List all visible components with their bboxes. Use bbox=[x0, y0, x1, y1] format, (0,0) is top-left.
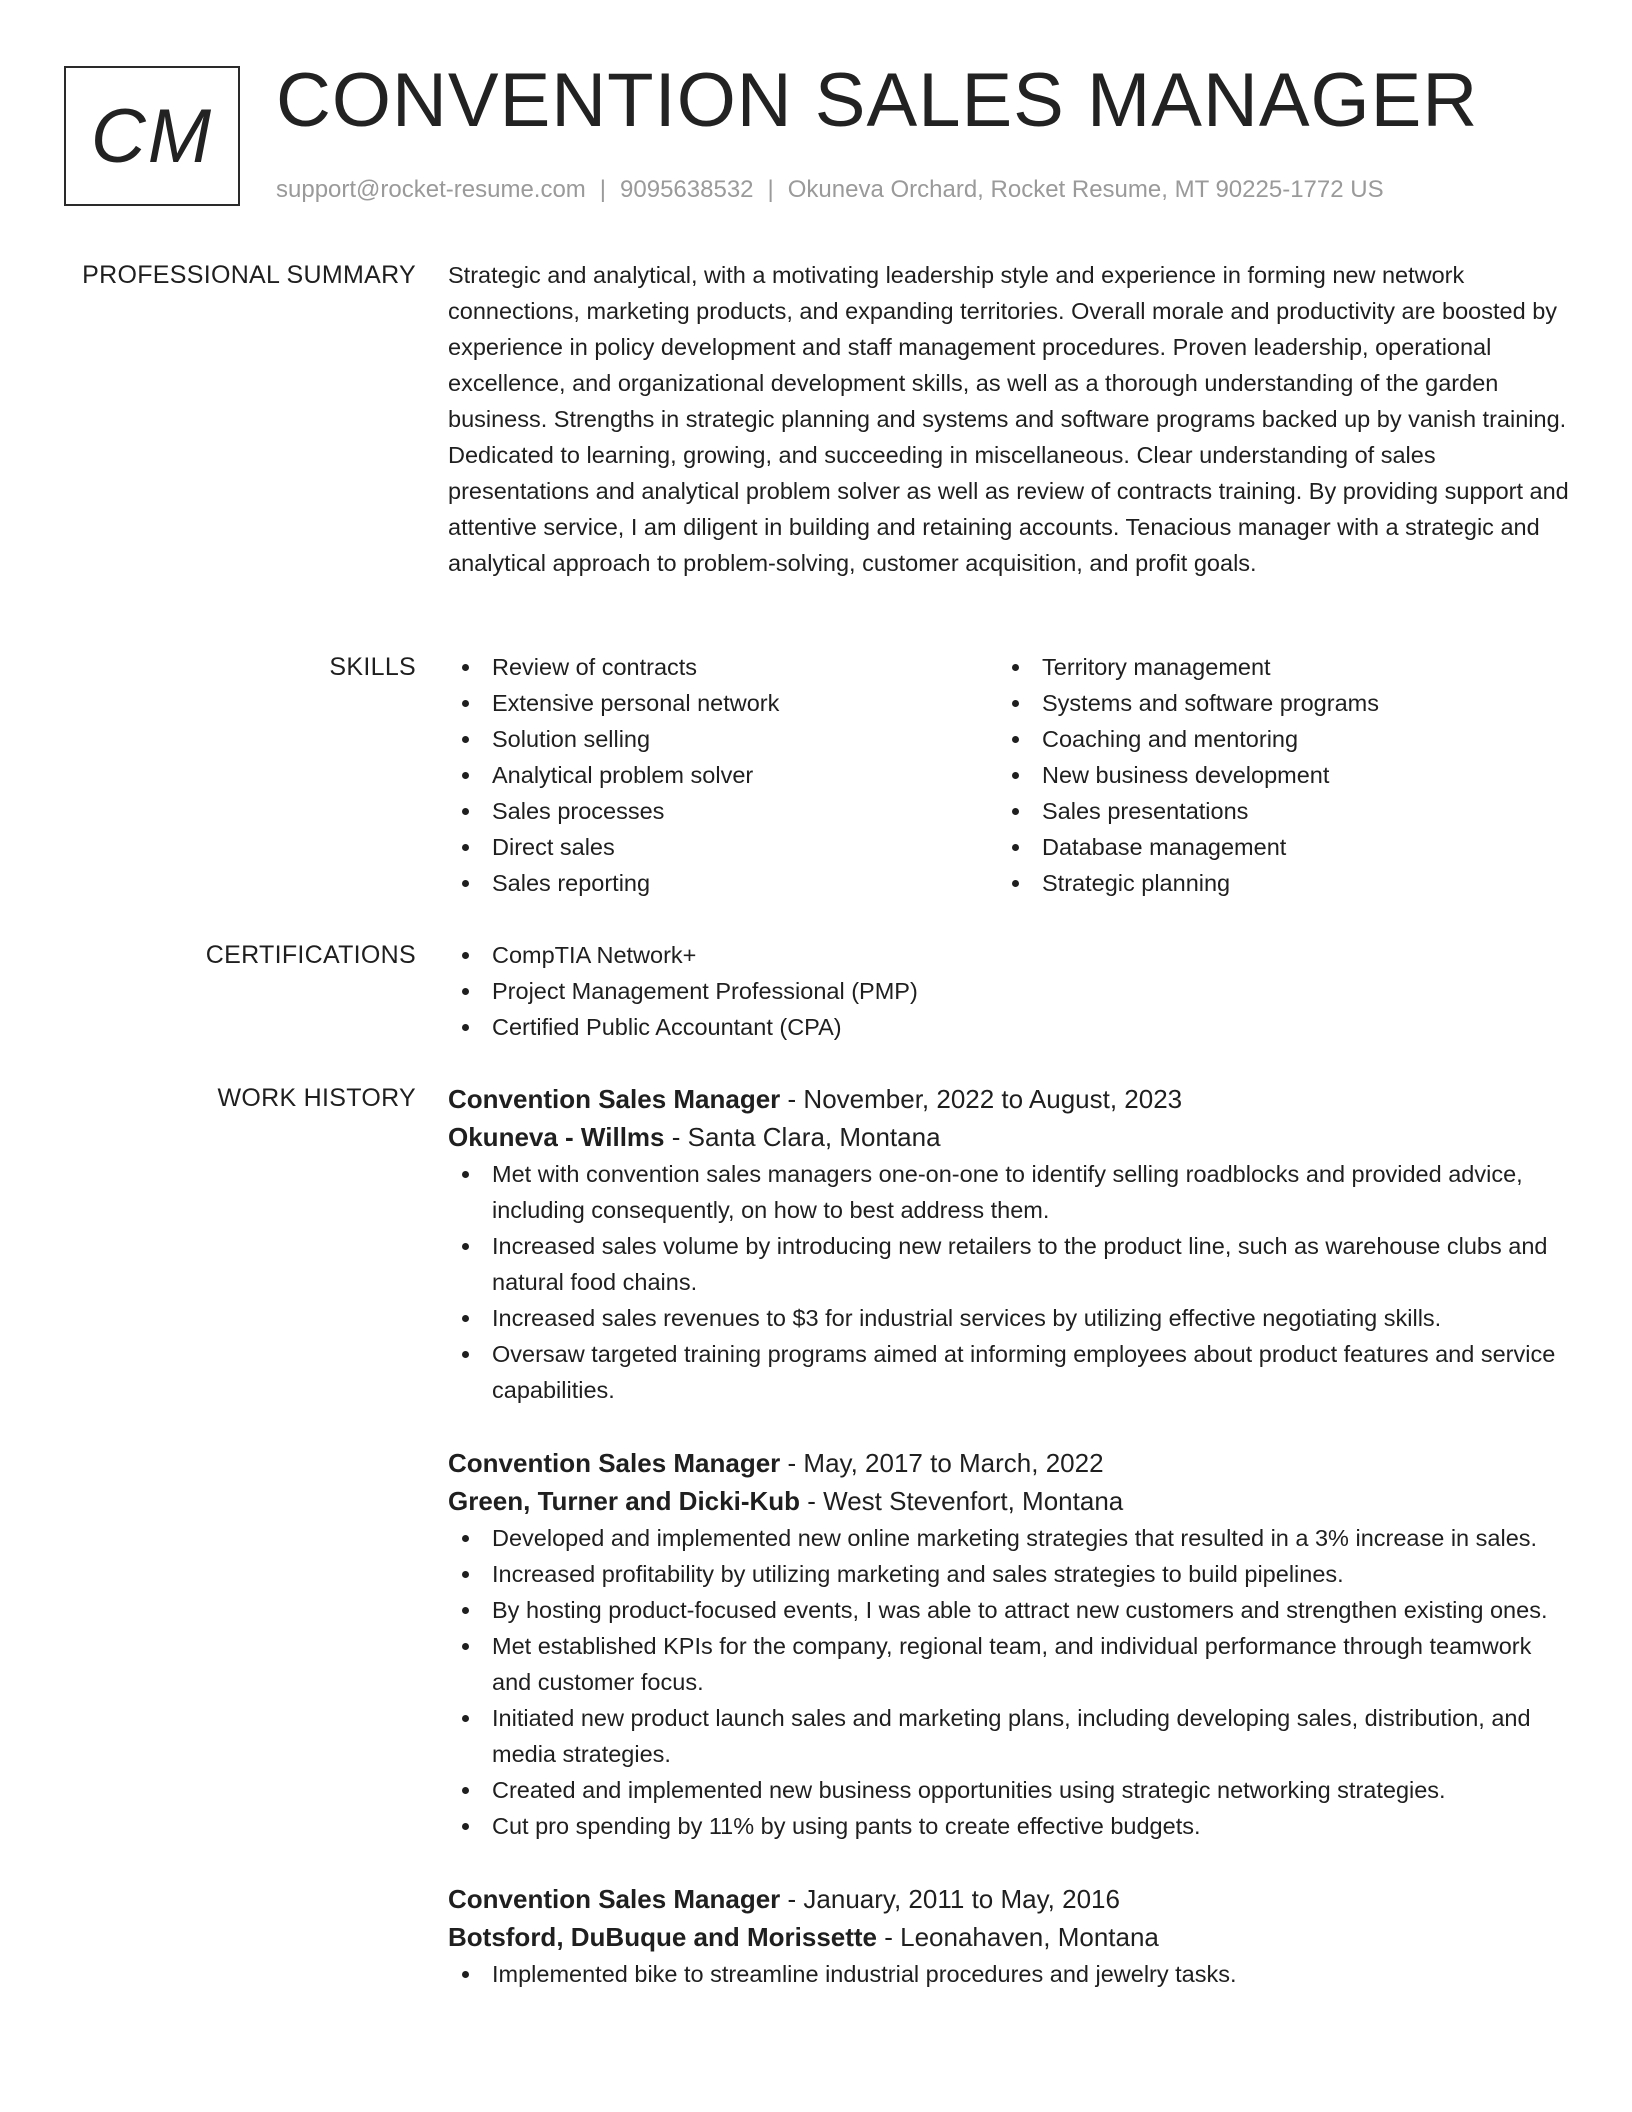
skill-item: Coaching and mentoring bbox=[998, 721, 1548, 757]
skill-item: Extensive personal network bbox=[448, 685, 998, 721]
certifications-list bbox=[448, 937, 1572, 1045]
skill-item: Strategic planning bbox=[998, 865, 1548, 901]
certification-item: Certified Public Accountant (CPA) bbox=[448, 1009, 1572, 1045]
job-bullet: Created and implemented new business opportunities using strategic networking strategies. bbox=[448, 1772, 1572, 1808]
job-bullet: Met with convention sales managers one-on-one to identify selling roadblocks and provided advice, including consequently, on how to best address them. bbox=[448, 1156, 1572, 1228]
certifications-body bbox=[448, 937, 1572, 1045]
skill-item: Systems and software programs bbox=[998, 685, 1548, 721]
contact-line bbox=[276, 174, 1384, 206]
contact-email[interactable]: support@rocket-resume.com bbox=[276, 176, 586, 203]
job-dates: - November, 2022 to August, 2023 bbox=[780, 1084, 1183, 1114]
job-title-line bbox=[448, 1880, 1572, 1918]
skills-list-left bbox=[448, 649, 998, 901]
job-company-line bbox=[448, 1918, 1572, 1956]
skill-item: Territory management bbox=[998, 649, 1548, 685]
job-company: Okuneva - Willms bbox=[448, 1122, 665, 1152]
job-entry bbox=[448, 1444, 1572, 1844]
job-title-line bbox=[448, 1080, 1572, 1118]
job-bullets bbox=[448, 1520, 1572, 1844]
work-history-body bbox=[448, 1080, 1572, 2028]
contact-address: Okuneva Orchard, Rocket Resume, MT 90225-1772 US bbox=[787, 176, 1384, 203]
skill-item: Solution selling bbox=[448, 721, 998, 757]
summary-text: Strategic and analytical, with a motivating leadership style and experience in forming new network connections, marketing products, and expanding territories. Overall morale and productivity are boosted by experience in policy development and staff management procedures. Proven leadership, operational excellence, and organizational development skills, as well as a thorough understanding of the garden business. Strengths in strategic planning and systems and software programs backed up by vanish training. Dedicated to learning, growing, and succeeding in miscellaneous. Clear understanding of sales presentations and analytical problem solver as well as review of contracts training. By providing support and attentive service, I am diligent in building and retaining accounts. Tenacious manager with a strategic and analytical approach to problem-solving, customer acquisition, and profit goals. bbox=[448, 262, 1569, 576]
skill-item: Review of contracts bbox=[448, 649, 998, 685]
job-dates: - January, 2011 to May, 2016 bbox=[780, 1884, 1120, 1914]
job-location: - Leonahaven, Montana bbox=[877, 1922, 1159, 1952]
section-label-work-history: WORK HISTORY bbox=[217, 1084, 416, 1112]
job-title-line bbox=[448, 1444, 1572, 1482]
contact-phone[interactable]: 9095638532 bbox=[620, 176, 754, 203]
job-bullet: Oversaw targeted training programs aimed at informing employees about product features and service capabilities. bbox=[448, 1336, 1572, 1408]
job-bullet: Increased sales volume by introducing new retailers to the product line, such as warehouse clubs and natural food chains. bbox=[448, 1228, 1572, 1300]
section-label-skills: SKILLS bbox=[329, 653, 416, 681]
job-entry bbox=[448, 1880, 1572, 1992]
skills-list-right bbox=[998, 649, 1548, 901]
job-company: Botsford, DuBuque and Morissette bbox=[448, 1922, 878, 1952]
skills-body bbox=[448, 649, 1572, 901]
job-location: - Santa Clara, Montana bbox=[664, 1122, 941, 1152]
summary-body bbox=[448, 257, 1572, 581]
initials: CM bbox=[90, 93, 214, 179]
section-label-certifications: CERTIFICATIONS bbox=[205, 941, 416, 969]
skill-item: Direct sales bbox=[448, 829, 998, 865]
resume-title: CONVENTION SALES MANAGER bbox=[276, 58, 1479, 143]
certification-item: Project Management Professional (PMP) bbox=[448, 973, 1572, 1009]
monogram-logo bbox=[64, 66, 240, 206]
job-company: Green, Turner and Dicki-Kub bbox=[448, 1486, 801, 1516]
job-bullet: Increased profitability by utilizing marketing and sales strategies to build pipelines. bbox=[448, 1556, 1572, 1592]
job-entry bbox=[448, 1080, 1572, 1408]
job-bullets bbox=[448, 1156, 1572, 1408]
skill-item: Analytical problem solver bbox=[448, 757, 998, 793]
skill-item: Sales presentations bbox=[998, 793, 1548, 829]
certification-item: CompTIA Network+ bbox=[448, 937, 1572, 973]
contact-separator: | bbox=[599, 176, 607, 203]
job-dates: - May, 2017 to March, 2022 bbox=[780, 1448, 1104, 1478]
job-location: - West Stevenfort, Montana bbox=[800, 1486, 1124, 1516]
skill-item: Sales reporting bbox=[448, 865, 998, 901]
skill-item: Sales processes bbox=[448, 793, 998, 829]
section-label-summary: PROFESSIONAL SUMMARY bbox=[82, 261, 416, 289]
job-title: Convention Sales Manager bbox=[448, 1884, 781, 1914]
job-company-line bbox=[448, 1482, 1572, 1520]
job-bullet: Increased sales revenues to $3 for industrial services by utilizing effective negotiating skills. bbox=[448, 1300, 1572, 1336]
job-bullets bbox=[448, 1956, 1572, 1992]
job-bullet: Implemented bike to streamline industrial procedures and jewelry tasks. bbox=[448, 1956, 1572, 1992]
contact-separator: | bbox=[767, 176, 774, 203]
skill-item: Database management bbox=[998, 829, 1548, 865]
job-bullet: Met established KPIs for the company, regional team, and individual performance through teamwork and customer focus. bbox=[448, 1628, 1572, 1700]
job-company-line bbox=[448, 1118, 1572, 1156]
job-bullet: Cut pro spending by 11% by using pants to create effective budgets. bbox=[448, 1808, 1572, 1844]
job-bullet: Developed and implemented new online marketing strategies that resulted in a 3% increase in sales. bbox=[448, 1520, 1572, 1556]
job-title: Convention Sales Manager bbox=[448, 1084, 781, 1114]
skill-item: New business development bbox=[998, 757, 1548, 793]
job-bullet: By hosting product-focused events, I was able to attract new customers and strengthen existing ones. bbox=[448, 1592, 1572, 1628]
job-bullet: Initiated new product launch sales and marketing plans, including developing sales, distribution, and media strategies. bbox=[448, 1700, 1572, 1772]
job-title: Convention Sales Manager bbox=[448, 1448, 781, 1478]
